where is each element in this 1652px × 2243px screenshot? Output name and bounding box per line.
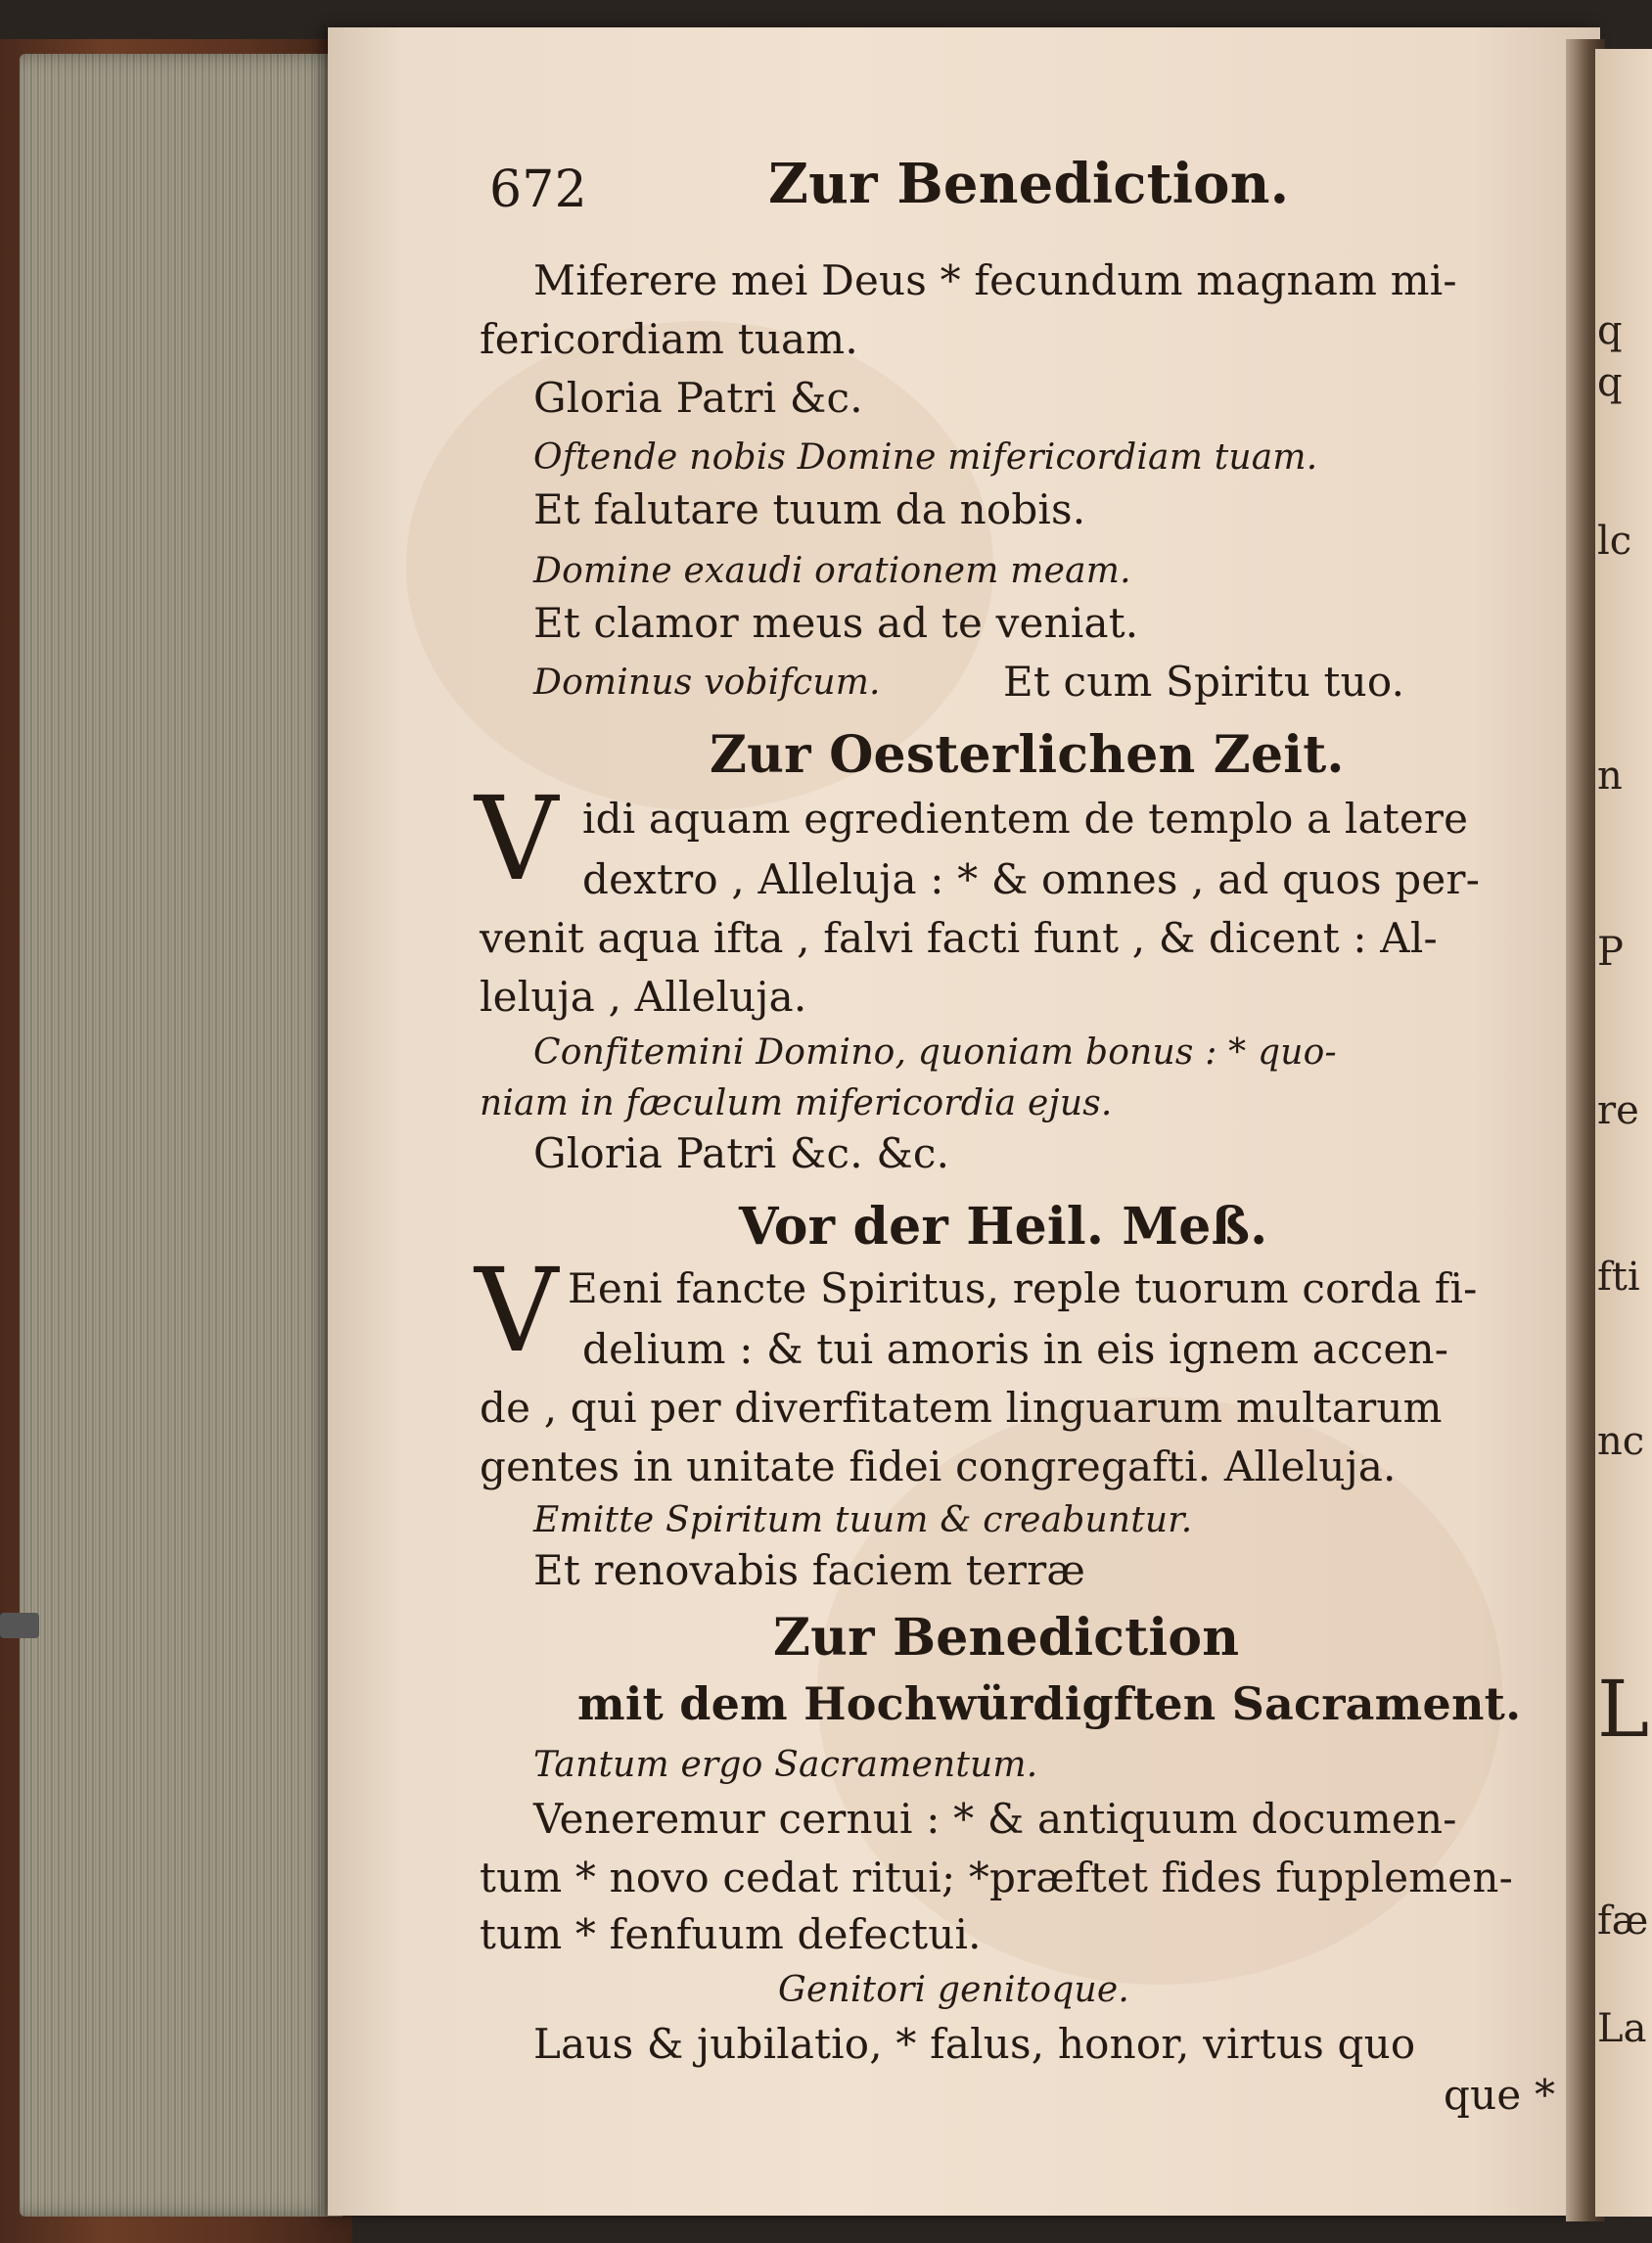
section-heading: Zur Benediction	[773, 1608, 1240, 1668]
text-line: Gloria Patri &c.	[533, 374, 863, 422]
fragment-text: L	[1597, 1664, 1650, 1755]
section-heading: Vor der Heil. Meß.	[739, 1197, 1268, 1257]
versicle-line: Emitte Spiritum tuum & creabuntur.	[533, 1500, 1193, 1540]
text-line: dextro , Alleluja : * & omnes , ad quos per-	[582, 855, 1481, 903]
text-line: de , qui per diverfitatem linguarum multarum	[480, 1384, 1443, 1432]
catchword: que *	[1444, 2071, 1556, 2119]
drop-cap: V	[475, 1243, 559, 1378]
versicle-line: Confitemini Domino, quoniam bonus : * quo-	[533, 1032, 1337, 1073]
text-line: idi aquam egredientem de templo a latere	[582, 795, 1469, 843]
text-line: Veneremur cernui : * & antiquum documen-	[533, 1795, 1457, 1843]
text-line: Et falutare tuum da nobis.	[533, 485, 1086, 533]
fragment-text: fti	[1597, 1255, 1640, 1300]
section-subheading: mit dem Hochwürdigften Sacrament.	[577, 1677, 1522, 1730]
text-line: Et renovabis faciem terræ	[533, 1546, 1086, 1594]
book-clasp	[0, 1613, 39, 1638]
text-line: Et clamor meus ad te veniat.	[533, 599, 1139, 647]
versicle-line: Dominus vobifcum.	[533, 663, 881, 703]
fragment-text: q	[1597, 360, 1623, 405]
text-line: delium : & tui amoris in eis ignem accen-	[582, 1325, 1449, 1373]
text-line: Et cum Spiritu tuo.	[1003, 658, 1405, 706]
fragment-text: lc	[1597, 519, 1632, 564]
versicle-line: Domine exaudi orationem meam.	[533, 551, 1131, 591]
text-line: Gloria Patri &c. &c.	[533, 1129, 950, 1177]
fragment-text: n	[1597, 754, 1623, 799]
text-line: tum * fenfuum defectui.	[480, 1910, 982, 1958]
text-line: venit aqua ifta , falvi facti funt , & dicent : Al-	[480, 914, 1438, 962]
running-title: Zur Benediction.	[768, 152, 1290, 216]
fragment-text: La	[1597, 2006, 1647, 2051]
fragment-text: P	[1597, 930, 1624, 975]
fragment-text: fæ	[1597, 1899, 1649, 1944]
section-heading: Zur Oesterlichen Zeit.	[710, 725, 1345, 785]
text-line: Miferere mei Deus * fecundum magnam mi-	[533, 256, 1457, 304]
book-page	[328, 27, 1600, 2216]
versicle-line: Genitori genitoque.	[778, 1970, 1130, 2010]
drop-cap: V	[475, 771, 559, 906]
fragment-text: re	[1597, 1088, 1639, 1133]
page-edges	[20, 54, 343, 2217]
page-number: 672	[489, 160, 587, 219]
facing-page-fragment	[1595, 49, 1652, 2217]
text-line: tum * novo cedat ritui; *præftet fides fupplemen-	[480, 1854, 1514, 1901]
text-line: fericordiam tuam.	[480, 315, 858, 363]
text-line: Eeni fancte Spiritus, reple tuorum corda fi-	[568, 1264, 1478, 1312]
versicle-line: Tantum ergo Sacramentum.	[533, 1745, 1038, 1785]
text-line: leluja , Alleluja.	[480, 973, 807, 1021]
versicle-line: niam in fæculum mifericordia ejus.	[480, 1083, 1113, 1123]
text-line: Laus & jubilatio, * falus, honor, virtus quo	[533, 2020, 1416, 2068]
versicle-line: Oftende nobis Domine mifericordiam tuam.	[533, 437, 1318, 478]
fragment-text: q	[1597, 308, 1623, 353]
fragment-text: nc	[1597, 1419, 1645, 1464]
text-line: gentes in unitate fidei congregafti. Alleluja.	[480, 1442, 1397, 1490]
